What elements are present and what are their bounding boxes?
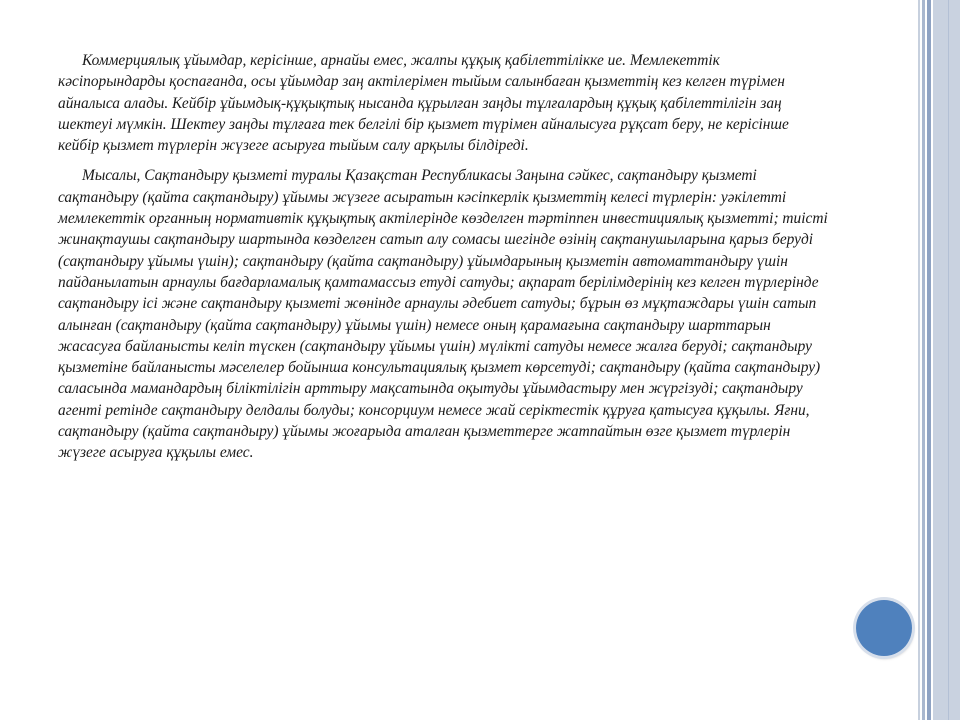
- edge-stripe: [948, 0, 949, 720]
- slide-body: [58, 50, 828, 473]
- decorative-circle-icon: [856, 600, 912, 656]
- edge-stripe: [918, 0, 920, 720]
- paragraph-1: Коммерциялық ұйымдар, керісінше, арнайы емес, жалпы құқық қабілеттілікке ие. Мемлекеттік кәсіпорындарды қоспағанда, осы ұйымдар заң актілерімен тыйым салынбаған қызметтің кез келген түрімен айналыса алады. Кейбір ұйымдық-құқықтық нысанда құрылған заңды тұлғалардың құқық қабілеттілігін заң шектеуі мүмкін. Шектеу заңды тұлғаға тек белгілі бір қызмет түрімен айналысуға рұқсат беру, не керісінше кейбір қызмет түрлерін жүзеге асыруға тыйым салу арқылы білдіреді.: [58, 52, 789, 155]
- edge-stripe: [922, 0, 925, 720]
- paragraph-2: Мысалы, Сақтандыру қызметі туралы Қазақстан Республикасы Заңына сәйкес, сақтандыру қызметі сақтандыру (қайта сақтандыру) ұйымы жүзеге асыратын кәсіпкерлік қызметтің келесі түрлерін: уәкілетті мемлекеттік органның нормативтік құқықтық актілерінде көзделген тәртіппен инвестициялық қызметті; тиісті жинақтаушы сақтандыру шартында көзделген сатып алу сомасы шегінде өзінің сақтанушыларына қарыз беруді (сақтандыру ұйымы үшін); сақтандыру (қайта сақтандыру) ұйымдарының қызметін автоматтандыру үшін пайданылатын арнаулы бағдарламалық қамтамассыз етуді сатуды; ақпарат берілімдерінің кез келген түрлерінде сақтандыру ісі және сақтандыру қызметі жөнінде арнаулы әдебиет сатуды; бұрын өз мұқтаждары үшін сатып алынған (сақтандыру (қайта сақтандыру) ұйымы үшін) немесе оның қарамағына сақтандыру шарттарын жасасуға байланысты келіп түскен (сақтандыру ұйымы үшін) мүлікті сатуды немесе жалға беруді; сақтандыру қызметіне байланысты мәселелер бойынша консультациялық қызмет көрсетуді; сақтандыру (қайта сақтандыру) саласында мамандардың біліктілігін арттыру мақсатында оқытуды ұйымдастыру мен жүргізуді; сақтандыру агенті ретінде сақтандыру делдалы болуды; консорциум немесе жай серіктестік құруға қатысуға құқылы. Яғни, сақтандыру (қайта сақтандыру) ұйымы жоғарыда аталған қызметтерге жатпайтын өзге қызмет түрлерін жүзеге асыруға құқылы емес.: [58, 167, 828, 462]
- edge-stripe: [927, 0, 931, 720]
- edge-stripe: [933, 0, 960, 720]
